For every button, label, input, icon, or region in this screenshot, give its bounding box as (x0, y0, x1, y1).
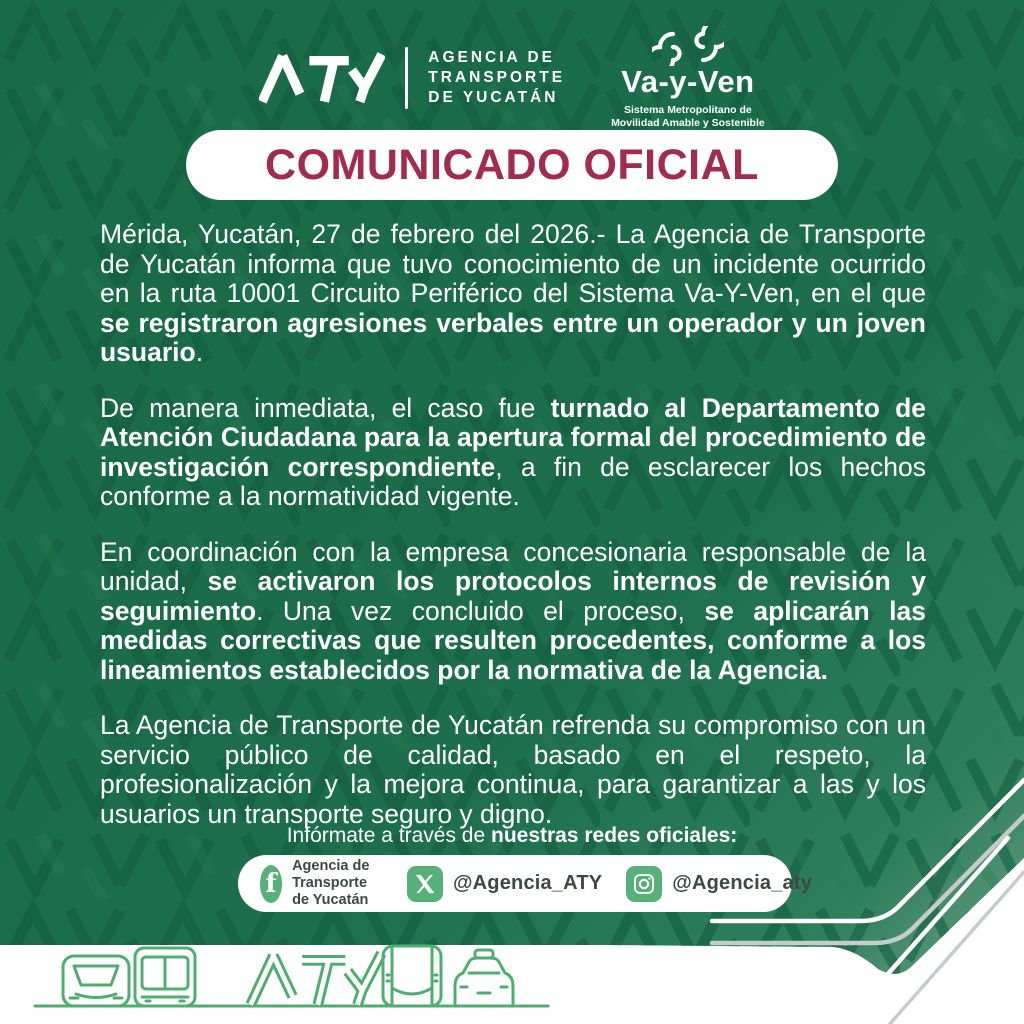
social-links-pill (238, 855, 813, 912)
vayven-logo-block (611, 26, 765, 130)
header (0, 26, 1024, 130)
agency-name-line1: AGENCIA DE (428, 49, 556, 66)
x-handle: @Agencia_ATY (452, 872, 603, 894)
aty-logo (259, 47, 385, 109)
vayven-tagline (611, 104, 765, 130)
facebook-label (292, 858, 383, 909)
van-icon (63, 956, 129, 1006)
x-link[interactable] (407, 866, 602, 902)
aty-outline-logo (251, 953, 382, 1005)
instagram-handle: @Agencia_aty (672, 872, 813, 894)
social-prompt (0, 824, 1024, 848)
agency-name-line2: TRANSPORTE (428, 69, 566, 86)
vayven-name: Va-y-Ven (621, 64, 755, 99)
statement-paragraph-4: La Agencia de Transporte de Yucatán refrenda su compromiso con un servicio público de calidad, basado en el respeto, la profesionalización y la mejora continua, para garantizar a las y los usuarios un transporte seguro y digno. (100, 710, 926, 829)
instagram-link[interactable] (626, 866, 812, 902)
header-divider (405, 47, 408, 109)
vehicles-line-art (35, 946, 548, 1006)
vayven-tagline-line1: Sistema Metropolitano de (624, 104, 752, 116)
agency-name (428, 48, 565, 108)
instagram-icon (626, 866, 662, 902)
x-icon (407, 866, 443, 902)
statement-paragraph-1: Mérida, Yucatán, 27 de febrero del 2026.- La Agencia de Transporte de Yucatán informa que tuvo conocimiento de un incidente ocurrido en la ruta 10001 Circuito Periférico del Sistema Va-Y-Ven, en el que se registraron agresiones verbales entre un operador y un joven usuario. (100, 219, 926, 367)
statement-paragraph-3: En coordinación con la empresa concesionaria responsable de la unidad, se activaron los protocolos internos de revisión y seguimiento. Una vez concluido el proceso, se aplicarán las medidas correctivas que resulten procedentes, conforme a los lineamientos establecidos por la normativa de la Agencia. (100, 536, 927, 685)
facebook-label-line1: Agencia de Transporte (292, 858, 370, 891)
taxi-icon (455, 950, 513, 1006)
bus-rear-icon (383, 946, 441, 1006)
facebook-icon-letter: f (265, 868, 277, 899)
banner-title: COMUNICADO OFICIAL (265, 140, 759, 189)
facebook-link[interactable] (260, 858, 383, 909)
agency-name-line3: DE YUCATÁN (428, 89, 559, 106)
facebook-label-line2: de Yucatán (292, 892, 369, 908)
official-statement-banner (186, 130, 838, 200)
statement-body (100, 220, 926, 855)
vayven-spirals-icon (652, 26, 724, 66)
social-prompt-bold: nuestras redes oficiales: (491, 824, 738, 847)
bus-icon (135, 948, 195, 1006)
facebook-icon (260, 865, 282, 903)
statement-paragraph-2: De manera inmediata, el caso fue turnado al Departamento de Atención Ciudadana para la apertura formal del procedimiento de investigación correspondiente, a fin de esclarecer los hechos conforme a la normatividad vigente. (100, 392, 926, 511)
vayven-tagline-line2: Movilidad Amable y Sostenible (611, 117, 765, 129)
social-prompt-regular: Infórmate a través de (286, 824, 491, 847)
